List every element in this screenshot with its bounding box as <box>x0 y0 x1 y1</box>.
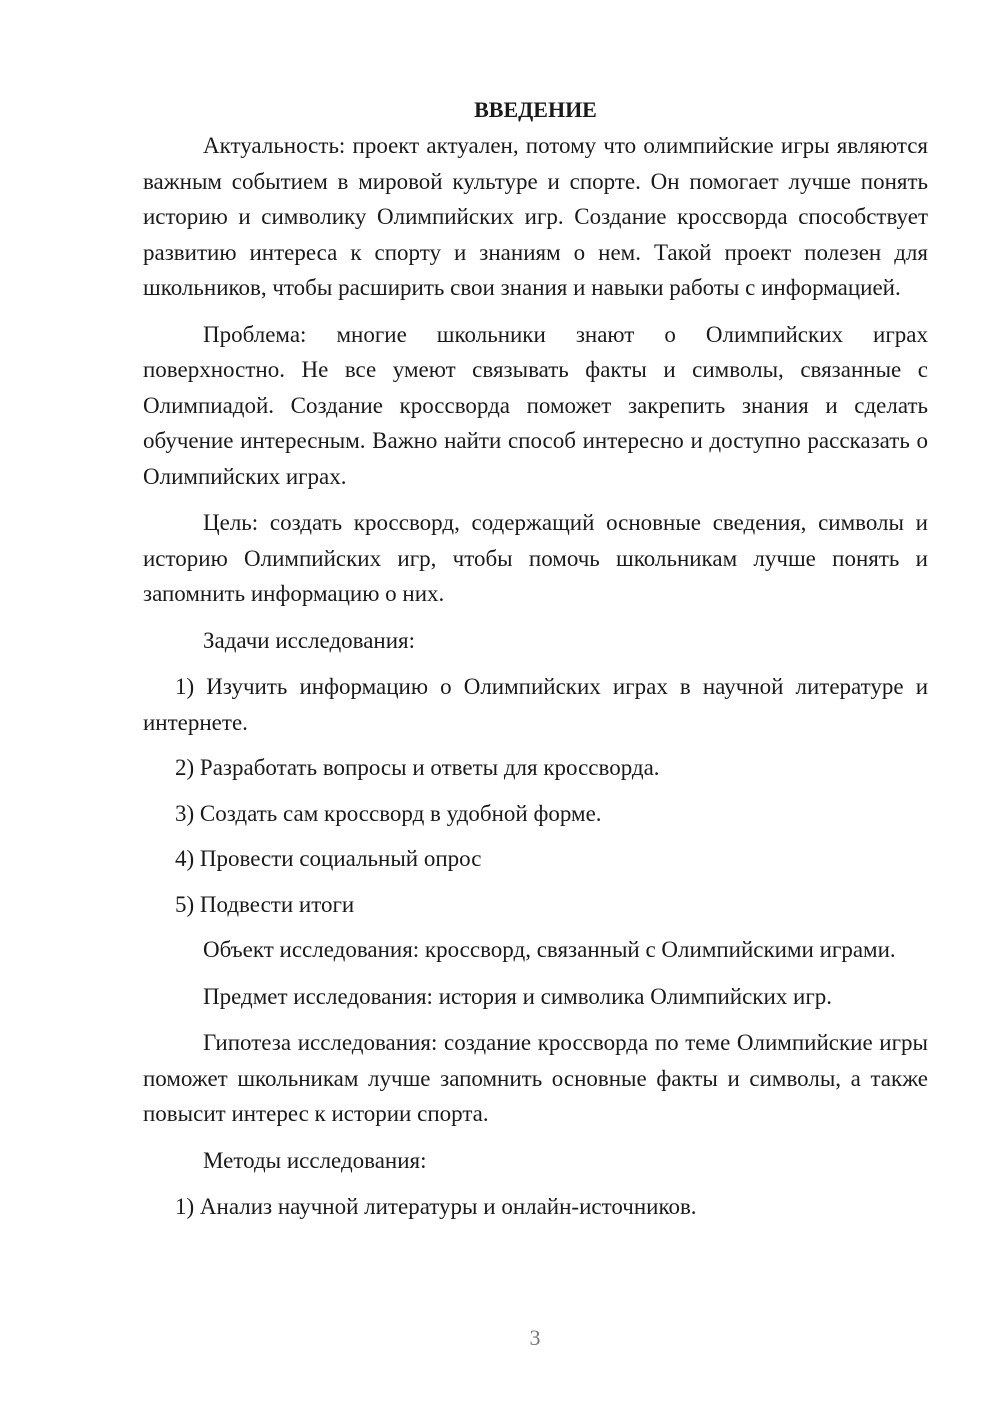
task-item: 3) Создать сам кроссворд в удобной форме. <box>175 800 602 826</box>
task-item: 2) Разработать вопросы и ответы для кроссворда. <box>175 755 660 780</box>
methods-heading: Методы исследования: <box>203 1147 427 1173</box>
task-item: 4) Провести социальный опрос <box>175 846 482 871</box>
problem-paragraph: Проблема: многие школьники знают о Олимпийских играх поверхностно. Не все умеют связывать факты и символы, связанные с Олимпиадой. Создание кроссворда поможет закрепить знания и сделать обучение интересным. Важно найти способ интересно и доступно рассказать о Олимпийских играх. <box>143 321 928 489</box>
relevance-paragraph: Актуальность: проект актуален, потому что олимпийские игры являются важным событием в мировой культуре и спорте. Он помогает лучше понять историю и символику Олимпийских игр. Создание кроссворда способствует развитию интереса к спорту и знаниям о нем. Такой проект полезен для школьников, чтобы расширить свои знания и навыки работы с информацией. <box>143 133 928 300</box>
document-page <box>143 92 928 1235</box>
hypothesis-paragraph: Гипотеза исследования: создание кроссворда по теме Олимпийские игры поможет школьникам лучше запомнить основные факты и символы, а также повысит интерес к истории спорта. <box>143 1030 928 1126</box>
goal-paragraph: Цель: создать кроссворд, содержащий основные сведения, символы и историю Олимпийских игр, чтобы помочь школьникам лучше понять и запомнить информацию о них. <box>143 510 928 606</box>
object-paragraph: Объект исследования: кроссворд, связанный с Олимпийскими играми. <box>203 937 896 962</box>
tasks-heading: Задачи исследования: <box>203 627 416 653</box>
subject-paragraph: Предмет исследования: история и символика Олимпийских игр. <box>203 983 833 1009</box>
method-item: 1) Анализ научной литературы и онлайн-источников. <box>175 1194 697 1219</box>
task-item: 1) Изучить информацию о Олимпийских играх в научной литературе и интернете. <box>143 674 928 735</box>
page-number: 3 <box>529 1325 541 1350</box>
page-title: ВВЕДЕНИЕ <box>474 97 597 122</box>
task-item: 5) Подвести итоги <box>175 891 355 917</box>
